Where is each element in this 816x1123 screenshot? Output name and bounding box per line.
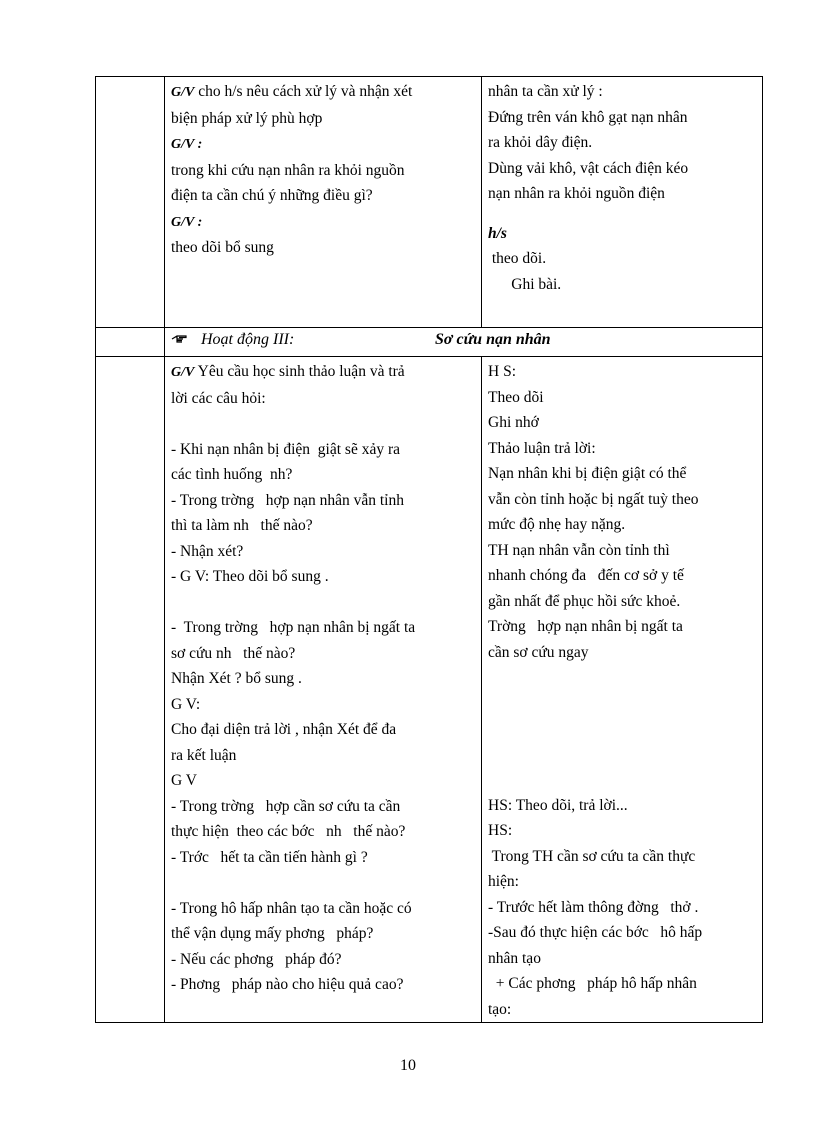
teacher-cell xyxy=(165,77,482,328)
line-text: thực hiện theo các bớc nh thế nào? xyxy=(171,823,406,840)
text-line: nhân tạo xyxy=(488,949,541,967)
student-cell xyxy=(482,77,763,328)
text-line xyxy=(488,742,758,768)
text-line xyxy=(171,615,477,641)
student-cell xyxy=(482,357,763,1023)
text-line xyxy=(171,513,477,539)
line-text: các tình huống nh? xyxy=(171,466,293,483)
text-line xyxy=(171,743,477,769)
text-line xyxy=(171,539,477,565)
text-line xyxy=(171,921,477,947)
table-row xyxy=(96,357,763,1023)
text-line xyxy=(488,691,758,717)
text-line xyxy=(171,972,477,998)
text-line: + Các phơng pháp hô hấp nhân xyxy=(488,975,697,992)
text-line xyxy=(171,488,477,514)
text-line xyxy=(488,767,758,793)
text-line: Trờng hợp nạn nhân bị ngất ta xyxy=(488,618,683,635)
blank-cell xyxy=(96,77,165,328)
line-text: - G V: Theo dõi bổ sung . xyxy=(171,568,329,585)
line-text: biện pháp xử lý phù hợp xyxy=(171,109,323,127)
page-number: 10 xyxy=(400,1057,416,1074)
text-line: -Sau đó thực hiện các bớc hô hấp xyxy=(488,924,703,941)
text-line xyxy=(171,590,477,616)
text-line xyxy=(171,666,477,692)
line-text: - Trong trờng hợp nạn nhân vẫn tỉnh xyxy=(171,491,404,509)
line-text: cho h/s nêu cách xử lý và nhận xét xyxy=(194,83,413,100)
line-text: thì ta làm nh thế nào? xyxy=(171,517,313,534)
pointing-hand-icon xyxy=(171,333,187,349)
student-label: h/s xyxy=(488,224,507,242)
text-line: H S: xyxy=(488,363,516,380)
text-line: TH nạn nhân vẫn còn tỉnh thì xyxy=(488,541,670,559)
teacher-prefix: G/V : xyxy=(171,214,203,230)
text-line xyxy=(171,462,477,488)
text-line xyxy=(171,183,477,209)
spacer xyxy=(488,207,758,221)
teacher-prefix: G/V xyxy=(171,85,195,100)
text-line xyxy=(171,947,477,973)
table-row xyxy=(96,77,763,328)
text-line xyxy=(171,845,477,871)
line-text: Yêu cầu học sinh thảo luận và trả xyxy=(194,363,405,380)
text-line: mức độ nhẹ hay nặng. xyxy=(488,516,626,533)
line-text: thể vận dụng mấy phơng pháp? xyxy=(171,925,374,942)
text-line: nhanh chóng đa đến cơ sở y tế xyxy=(488,567,684,584)
text-line xyxy=(171,235,477,261)
line-text: sơ cứu nh thế nào? xyxy=(171,644,296,662)
text-line: theo dõi. xyxy=(488,250,547,267)
text-line: Ghi bài. xyxy=(488,275,562,293)
text-line: Trong TH cần sơ cứu ta cần thực xyxy=(488,847,696,865)
text-line xyxy=(171,768,477,794)
text-line: nhân ta cần xử lý : xyxy=(488,83,603,100)
text-line xyxy=(171,870,477,896)
text-line xyxy=(171,158,477,184)
line-text: - Trong trờng hợp cần sơ cứu ta cần xyxy=(171,797,401,815)
line-text: Nhận Xét ? bổ sung . xyxy=(171,670,302,687)
text-line xyxy=(171,106,477,132)
blank-cell xyxy=(96,328,165,357)
line-text: - Nhận xét? xyxy=(171,542,244,560)
text-line: Theo dõi xyxy=(488,388,544,406)
text-line: Ghi nhớ xyxy=(488,414,539,431)
text-line: - Trước hết làm thông đờng thở . xyxy=(488,898,699,916)
text-line xyxy=(488,716,758,742)
text-line xyxy=(171,794,477,820)
line-text: trong khi cứu nạn nhân ra khỏi nguồn xyxy=(171,161,405,179)
teacher-cell xyxy=(165,357,482,1023)
line-text: theo dõi bổ sung xyxy=(171,239,274,256)
text-line: HS: xyxy=(488,822,513,839)
text-line: cần sơ cứu ngay xyxy=(488,643,589,661)
text-line xyxy=(171,819,477,845)
text-line: nạn nhân ra khỏi nguồn điện xyxy=(488,185,665,202)
text-line: Nạn nhân khi bị điện giật có thể xyxy=(488,465,687,482)
lesson-table xyxy=(95,76,763,1023)
text-line xyxy=(171,896,477,922)
line-text: điện ta cần chú ý những điều gì? xyxy=(171,187,373,204)
text-line xyxy=(488,665,758,691)
text-line xyxy=(171,209,477,236)
activity-label: Hoạt động III: xyxy=(201,331,295,348)
section-heading-cell xyxy=(165,328,763,357)
text-line xyxy=(171,386,477,412)
text-line: Thảo luận trả lời: xyxy=(488,439,596,457)
text-line: tạo: xyxy=(488,1000,512,1018)
line-text: - Phơng pháp nào cho hiệu quả cao? xyxy=(171,976,404,993)
text-line xyxy=(171,717,477,743)
line-text: - Trớc hết ta cần tiến hành gì ? xyxy=(171,848,368,866)
teacher-prefix: G/V : xyxy=(171,137,203,152)
text-line xyxy=(171,564,477,590)
text-line: Dùng vải khô, vật cách điện kéo xyxy=(488,159,689,177)
text-line xyxy=(171,437,477,463)
text-line: Đứng trên ván khô gạt nạn nhân xyxy=(488,108,688,126)
text-line: vẫn còn tỉnh hoặc bị ngất tuỳ theo xyxy=(488,490,699,508)
line-text: - Khi nạn nhân bị điện giật sẽ xảy ra xyxy=(171,440,400,458)
line-text: - Trong trờng hợp nạn nhân bị ngất ta xyxy=(171,619,416,636)
line-text: - Trong hô hấp nhân tạo ta cần hoặc có xyxy=(171,899,412,917)
text-line xyxy=(171,359,477,386)
text-line xyxy=(171,411,477,437)
section-title: Sơ cứu nạn nhân xyxy=(435,331,551,348)
line-text: G V: xyxy=(171,695,201,713)
section-heading-row xyxy=(96,328,763,357)
line-text: ra kết luận xyxy=(171,746,237,764)
line-text: G V xyxy=(171,772,197,789)
text-line: hiện: xyxy=(488,873,519,890)
text-line xyxy=(171,641,477,667)
text-line xyxy=(171,79,477,106)
text-line: gần nhất để phục hồi sức khoẻ. xyxy=(488,592,681,610)
teacher-prefix: G/V xyxy=(171,365,195,380)
blank-cell xyxy=(96,357,165,1023)
line-text: - Nếu các phơng pháp đó? xyxy=(171,950,342,968)
text-line xyxy=(171,692,477,718)
text-line xyxy=(171,131,477,158)
text-line: ra khỏi dây điện. xyxy=(488,134,593,151)
line-text: lời các câu hỏi: xyxy=(171,389,266,407)
line-text: Cho đại diện trả lời , nhận Xét để đa xyxy=(171,721,397,738)
text-line: HS: Theo dõi, trả lời... xyxy=(488,796,628,814)
